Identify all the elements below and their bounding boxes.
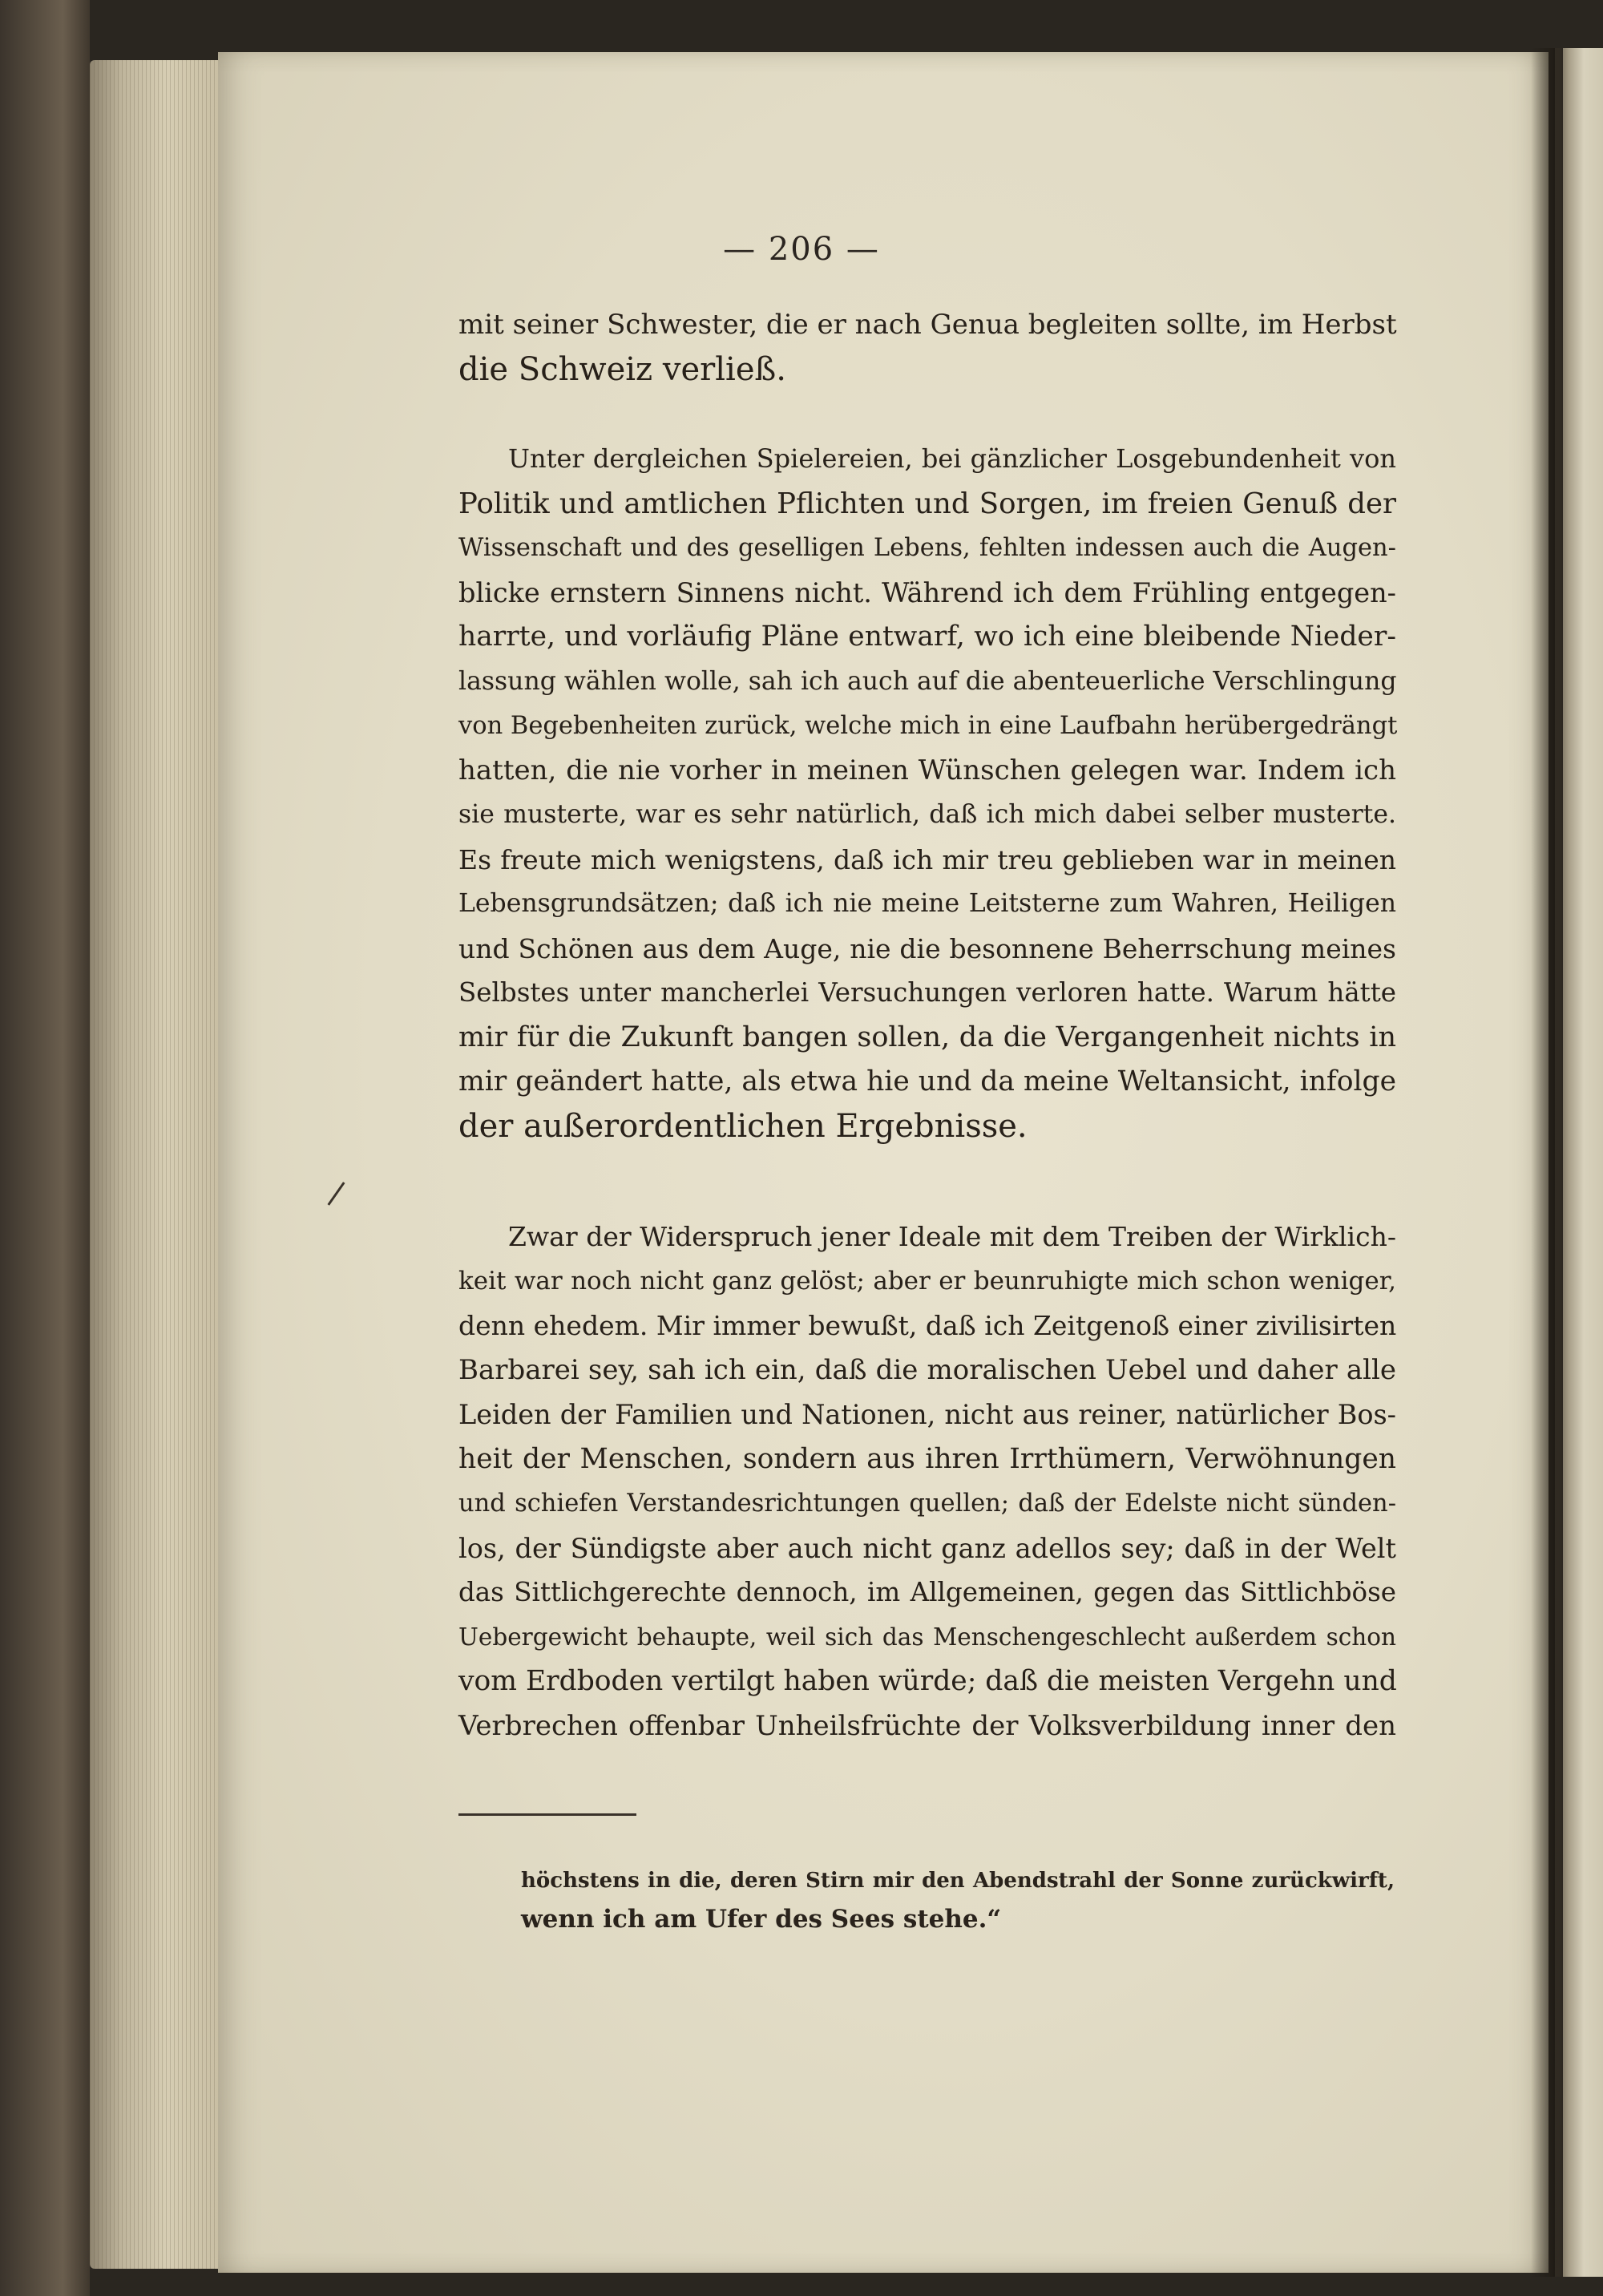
text-line: harrte, und vorläufig Pläne entwarf, wo ich eine bleibende Nieder-	[458, 620, 1396, 653]
text-line: Wissenschaft und des geselligen Lebens, fehlten indessen auch die Augen-	[458, 534, 1396, 562]
text-line: der außerordentlichen Ergebnisse.	[458, 1107, 1028, 1145]
text-line: vom Erdboden vertilgt haben würde; daß die meisten Vergehn und	[458, 1665, 1397, 1697]
text-line: mit seiner Schwester, die er nach Genua begleiten sollte, im Herbst	[458, 309, 1397, 341]
text-line: Es freute mich wenigstens, daß ich mir treu geblieben war in meinen	[458, 843, 1396, 875]
text-line: Leiden der Familien und Nationen, nicht aus reiner, natürlicher Bos-	[458, 1399, 1396, 1430]
footnote-line: wenn ich am Ufer des Sees stehe.“	[521, 1905, 1002, 1934]
page-edges	[90, 60, 218, 2269]
gutter-shadow	[1531, 48, 1563, 2277]
text-line: Zwar der Widerspruch jener Ideale mit dem Treiben der Wirklich-	[508, 1221, 1396, 1252]
text-line: blicke ernstern Sinnens nicht. Während ich dem Frühling entgegen-	[458, 576, 1396, 608]
text-line: lassung wählen wolle, sah ich auch auf die abenteuerliche Verschlingung	[458, 666, 1397, 696]
text-line: Lebensgrundsätzen; daß ich nie meine Leitsterne zum Wahren, Heiligen	[458, 889, 1396, 918]
text-line: sie musterte, war es sehr natürlich, daß ich mich dabei selber musterte.	[458, 800, 1396, 829]
text-line: keit war noch nicht ganz gelöst; aber er beunruhigte mich schon weniger,	[458, 1266, 1396, 1296]
text-line: und Schönen aus dem Auge, nie die besonnene Beherrschung meines	[458, 932, 1396, 964]
text-line: denn ehedem. Mir immer bewußt, daß ich Zeitgenoß einer zivilisirten	[458, 1310, 1397, 1341]
page-number-header: — 206 —	[723, 231, 880, 268]
text-line: Selbstes unter mancherlei Versuchungen verloren hatte. Warum hätte	[458, 977, 1396, 1008]
text-line: das Sittlichgerechte dennoch, im Allgemeinen, gegen das Sittlichböse	[458, 1577, 1396, 1607]
footnote	[521, 1861, 1395, 1938]
text-line: und schiefen Verstandesrichtungen quellen; daß der Edelste nicht sünden-	[458, 1490, 1396, 1518]
text-line: Politik und amtlichen Pflichten und Sorgen, im freien Genuß der	[458, 487, 1396, 520]
text-line: hatten, die nie vorher in meinen Wünschen gelegen war. Indem ich	[458, 754, 1396, 786]
paragraph-2	[458, 437, 1396, 1149]
paragraph-3	[458, 1215, 1396, 1748]
text-line: mir für die Zukunft bangen sollen, da die Vergangenheit nichts in	[458, 1021, 1396, 1053]
footnote-divider	[458, 1813, 636, 1816]
text-line: Unter dergleichen Spielereien, bei gänzlicher Losgebundenheit von	[508, 443, 1396, 474]
footnote-line: höchstens in die, deren Stirn mir den Abendstrahl der Sonne zurückwirft,	[521, 1869, 1395, 1893]
text-line: die Schweiz verließ.	[458, 350, 786, 388]
text-line: von Begebenheiten zurück, welche mich in eine Laufbahn herübergedrängt	[458, 712, 1398, 740]
text-line: heit der Menschen, sondern aus ihren Irrthümern, Verwöhnungen	[458, 1442, 1396, 1475]
text-line: Barbarei sey, sah ich ein, daß die moralischen Uebel und daher alle	[458, 1353, 1396, 1386]
text-line: mir geändert hatte, als etwa hie und da meine Weltansicht, infolge	[458, 1065, 1396, 1097]
text-line: Uebergewicht behaupte, weil sich das Menschengeschlecht außerdem schon	[458, 1623, 1396, 1651]
text-line: los, der Sündigste aber auch nicht ganz adellos sey; daß in der Welt	[458, 1532, 1396, 1564]
book-cover	[0, 0, 90, 2296]
paragraph-1	[458, 303, 1396, 392]
text-line: Verbrechen offenbar Unheilsfrüchte der Volksverbildung inner den	[458, 1709, 1396, 1742]
